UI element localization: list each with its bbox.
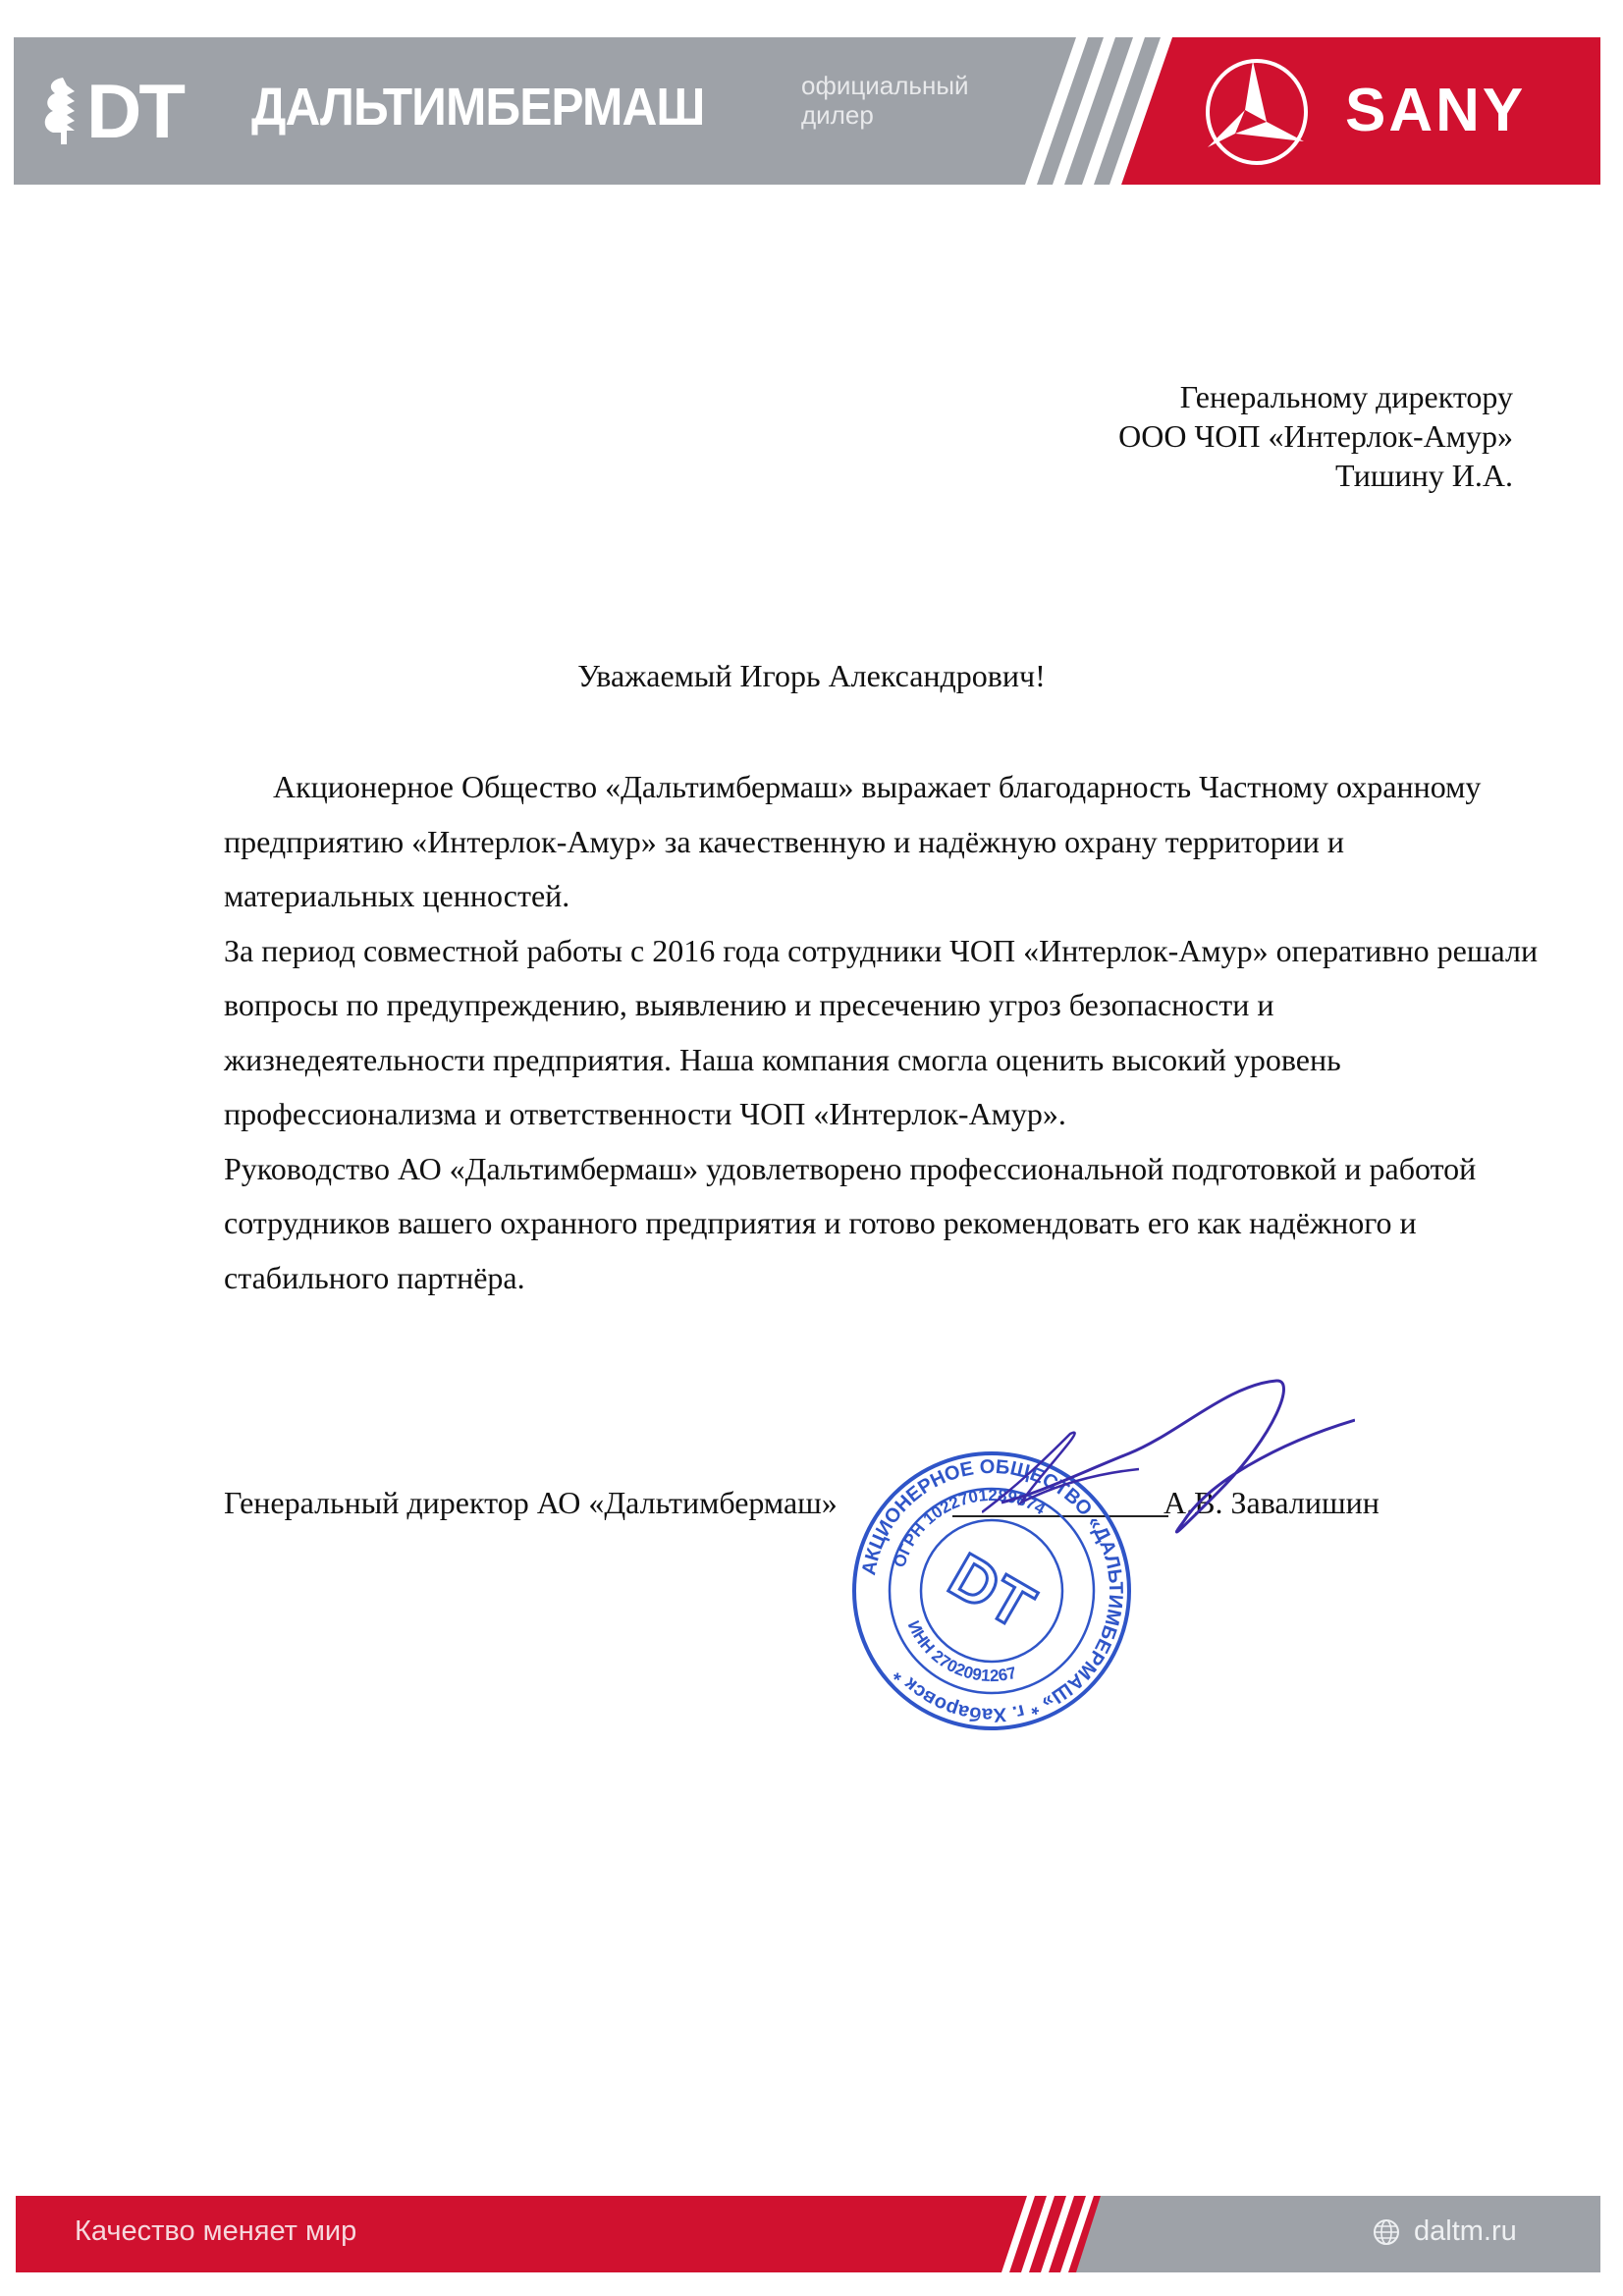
handwritten-signature bbox=[982, 1375, 1355, 1542]
addressee-name: Тишину И.А. bbox=[1335, 458, 1513, 493]
addressee-block bbox=[1118, 377, 1513, 495]
sany-emblem-icon bbox=[1202, 55, 1312, 167]
stamp-dt-logo: DT bbox=[938, 1539, 1046, 1643]
dealer-line-2: дилер bbox=[801, 100, 874, 130]
tree-logo-icon bbox=[41, 76, 81, 146]
company-name: ДАЛЬТИМБЕРМАШ bbox=[251, 78, 705, 137]
dt-logo bbox=[41, 57, 183, 165]
official-dealer-label bbox=[801, 71, 969, 130]
paragraph-1: Акционерное Общество «Дальтимбермаш» выражает благодарность Частному охранному предприятию «Интерлок-Амур» за качественную и надёжную охрану территории и материальных ценностей. bbox=[224, 769, 1482, 913]
globe-icon bbox=[1373, 2218, 1400, 2246]
dealer-line-1: официальный bbox=[801, 71, 969, 100]
signatory-position: Генеральный директор АО «Дальтимбермаш» bbox=[224, 1485, 838, 1520]
paragraph-3: Руководство АО «Дальтимбермаш» удовлетворено профессиональной подготовкой и работой сотрудников вашего охранного предприятия и готово рекомендовать его как надёжного и стабильного партнёра. bbox=[224, 1150, 1477, 1295]
stamp-inn: ИНН 2702091267 bbox=[903, 1617, 1019, 1686]
footer-website[interactable] bbox=[1373, 2215, 1517, 2248]
greeting: Уважаемый Игорь Александрович! bbox=[577, 658, 1046, 693]
addressee-title: Генеральному директору bbox=[1179, 379, 1513, 414]
footer-banner bbox=[16, 2196, 1600, 2272]
sany-brand: SANY bbox=[1345, 77, 1527, 144]
dt-letters: DT bbox=[86, 68, 183, 154]
stamp-outer-text: АКЦИОНЕРНОЕ ОБЩЕСТВО «ДАЛЬТИМБЕРМАШ» * г. Хабаровск * bbox=[858, 1455, 1127, 1726]
letter-body bbox=[224, 760, 1540, 1305]
letterhead-banner bbox=[14, 37, 1600, 185]
stamp-ogrn: ОГРН 1022701289874 bbox=[890, 1485, 1049, 1570]
paragraph-2: За период совместной работы с 2016 года сотрудники ЧОП «Интерлок-Амур» оперативно решали вопросы по предупреждению, выявлению и пресечению угроз безопасности и жизнедеятельности предприятия. Наша компания смогла оценить высокий уровень профессионализма и ответственности ЧОП «Интерлок-Амур». bbox=[224, 932, 1539, 1131]
footer-slogan: Качество меняет мир bbox=[75, 2215, 357, 2247]
signatory-name: А.В. Завалишин bbox=[1163, 1485, 1380, 1520]
website-link[interactable]: daltm.ru bbox=[1414, 2215, 1517, 2247]
addressee-organization: ООО ЧОП «Интерлок-Амур» bbox=[1118, 418, 1513, 454]
